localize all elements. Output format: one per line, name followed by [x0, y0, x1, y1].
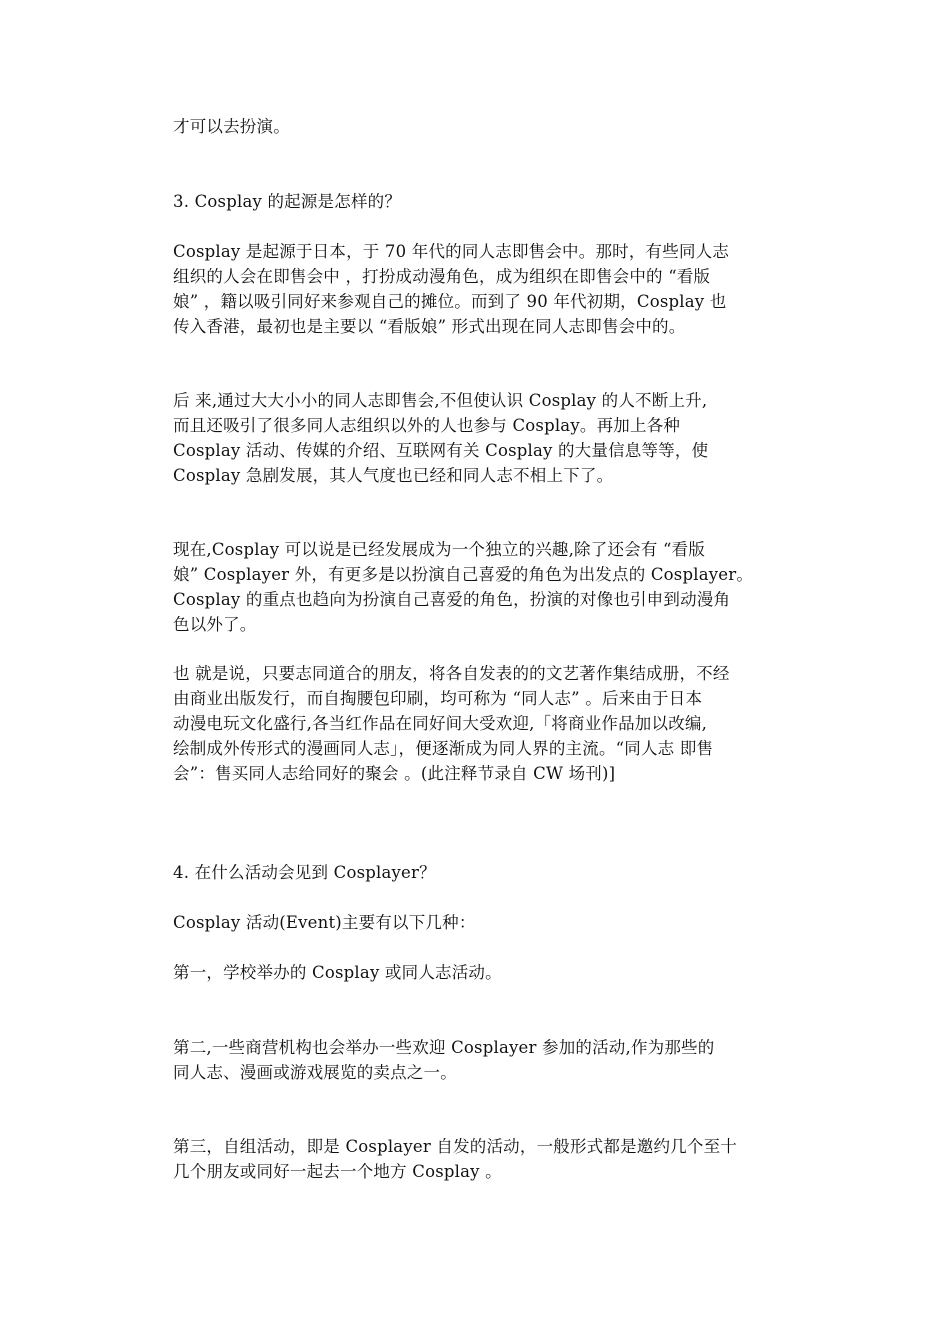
- text-line: Cosplay 是起源于日本，于 70 年代的同人志即售会中。那时，有些同人志: [173, 242, 730, 261]
- text-line: 娘” Cosplayer 外，有更多是以扮演自己喜爱的角色为出发点的 Cosplayer。: [173, 565, 754, 584]
- text-line: 而且还吸引了很多同人志组织以外的人也参与 Cosplay。再加上各种: [173, 416, 681, 435]
- text-line: 绘制成外传形式的漫画同人志」，便逐渐成为同人界的主流。“同人志 即售: [173, 739, 714, 758]
- text-line: 同人志、漫画或游戏展览的卖点之一。: [173, 1063, 457, 1082]
- text-line: 后 来,通过大大小小的同人志即售会,不但使认识 Cosplay 的人不断上升,: [173, 391, 708, 410]
- text-line: 第一，学校举办的 Cosplay 或同人志活动。: [173, 963, 502, 982]
- text-line: 现在,Cosplay 可以说是已经发展成为一个独立的兴趣,除了还会有 “看版: [173, 540, 706, 559]
- text-line: 色以外了。: [173, 615, 257, 634]
- text-line: 传入香港，最初也是主要以 “看版娘” 形式出现在同人志即售会中的。: [173, 317, 686, 336]
- text-line: Cosplay 急剧发展，其人气度也已经和同人志不相上下了。: [173, 466, 614, 485]
- text-line: 娘” ，籍以吸引同好来参观自己的摊位。而到了 90 年代初期，Cosplay 也: [173, 292, 727, 311]
- text-line: 动漫电玩文化盛行,各当红作品在同好间大受欢迎,「将商业作品加以改编,: [173, 714, 708, 733]
- section-heading: 3. Cosplay 的起源是怎样的？: [173, 192, 402, 211]
- text-line: 组织的人会在即售会中 ，打扮成动漫角色，成为组织在即售会中的 “看版: [173, 267, 711, 286]
- text-line: 也 就是说，只要志同道合的朋友，将各自发表的的文艺著作集结成册，不经: [173, 664, 730, 683]
- text-line: 由商业出版发行，而自掏腰包印刷，均可称为 “同人志” 。后来由于日本: [173, 689, 703, 708]
- text-line: 第二,一些商营机构也会举办一些欢迎 Cosplayer 参加的活动,作为那些的: [173, 1038, 715, 1057]
- text-line: 会”：售买同人志给同好的聚会 。(此注释节录自 CW 场刊)]: [173, 764, 616, 783]
- text-line: Cosplay 的重点也趋向为扮演自己喜爱的角色，扮演的对像也引申到动漫角: [173, 590, 731, 609]
- text-line: 几个朋友或同好一起去一个地方 Cosplay 。: [173, 1162, 502, 1181]
- text-line: Cosplay 活动(Event)主要有以下几种：: [173, 913, 476, 932]
- text-line: Cosplay 活动、传媒的介绍、互联网有关 Cosplay 的大量信息等等，使: [173, 441, 709, 460]
- section-heading: 4. 在什么活动会见到 Cosplayer？: [173, 863, 436, 882]
- text-line: 才可以去扮演。: [173, 117, 290, 136]
- text-line: 第三，自组活动，即是 Cosplayer 自发的活动，一般形式都是邀约几个至十: [173, 1137, 737, 1156]
